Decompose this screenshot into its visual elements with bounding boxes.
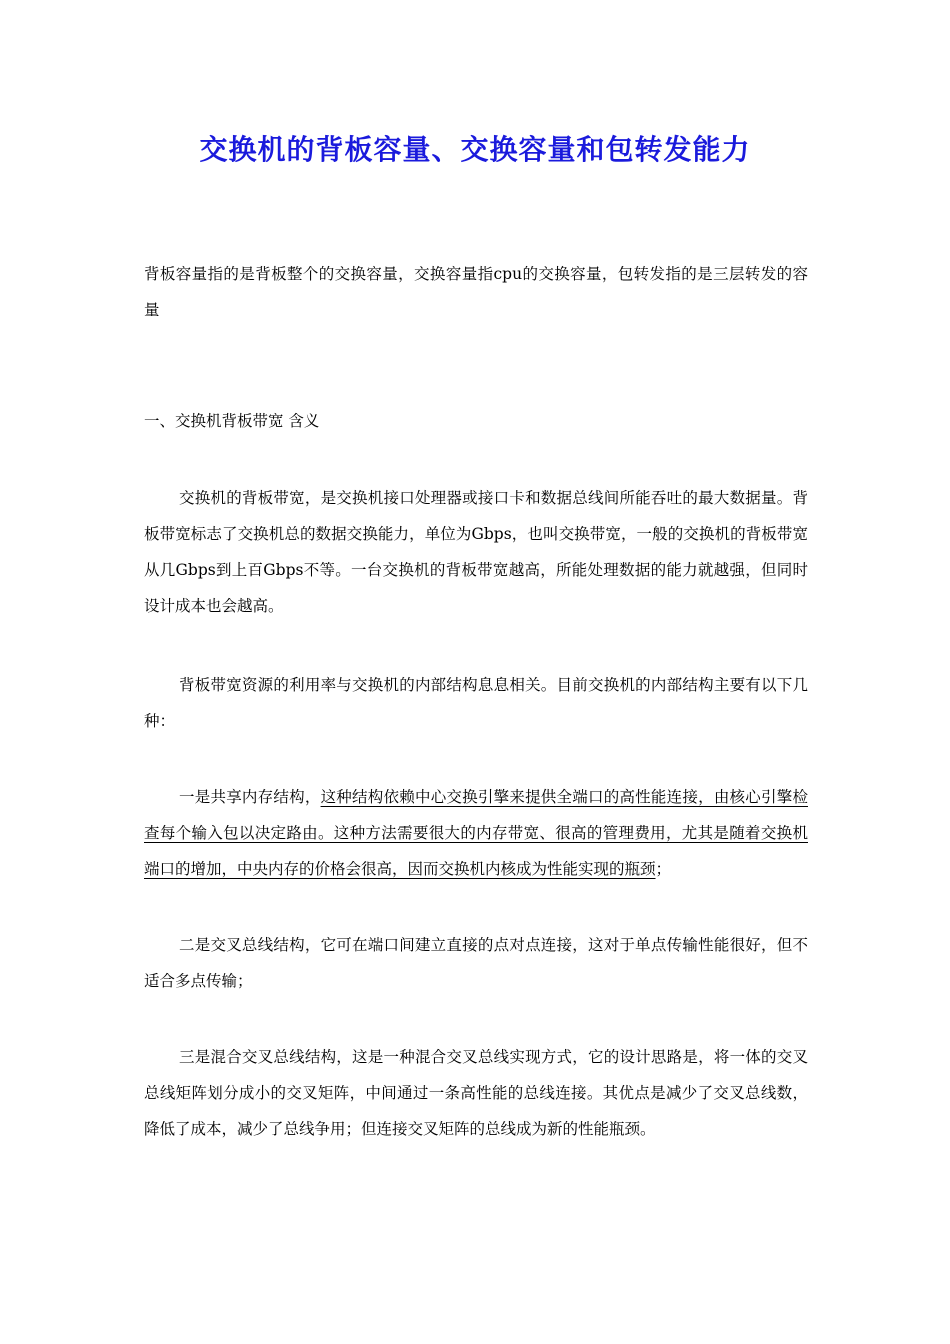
structure-1-lead: 一是共享内存结构，	[179, 788, 321, 806]
intro-paragraph: 背板容量指的是背板整个的交换容量，交换容量指cpu的交换容量，包转发指的是三层转发的容量	[144, 265, 808, 319]
section-heading: 一、交换机背板带宽 含义	[144, 412, 320, 430]
document-title: 交换机的背板容量、交换容量和包转发能力	[199, 133, 751, 166]
definition-paragraph: 交换机的背板带宽，是交换机接口处理器或接口卡和数据总线间所能吞吐的最大数据量。背板带宽标志了交换机总的数据交换能力，单位为Gbps，也叫交换带宽，一般的交换机的背板带宽从几Gbps到上百Gbps不等。一台交换机的背板带宽越高，所能处理数据的能力就越强，但同时设计成本也会越高。	[144, 489, 808, 615]
structure-1-tail: ；	[655, 860, 672, 878]
structure-3-paragraph: 三是混合交叉总线结构，这是一种混合交叉总线实现方式，它的设计思路是，将一体的交叉总线矩阵划分成小的交叉矩阵，中间通过一条高性能的总线连接。其优点是减少了交叉总线数，降低了成本，减少了总线争用；但连接交叉矩阵的总线成为新的性能瓶颈。	[144, 1048, 808, 1138]
structure-1-paragraph	[144, 779, 808, 887]
structure-2-paragraph: 二是交叉总线结构，它可在端口间建立直接的点对点连接，这对于单点传输性能很好，但不适合多点传输；	[144, 936, 808, 990]
structures-intro-paragraph: 背板带宽资源的利用率与交换机的内部结构息息相关。目前交换机的内部结构主要有以下几种：	[144, 676, 808, 730]
structure-1-underlined-text: 这种结构依赖中心交换引擎来提供全端口的高性能连接，由核心引擎检查每个输入包以决定路由。这种方法需要很大的内存带宽、很高的管理费用，尤其是随着交换机端口的增加，中央内存的价格会很高，因而交换机内核成为性能实现的瓶颈	[144, 788, 808, 878]
